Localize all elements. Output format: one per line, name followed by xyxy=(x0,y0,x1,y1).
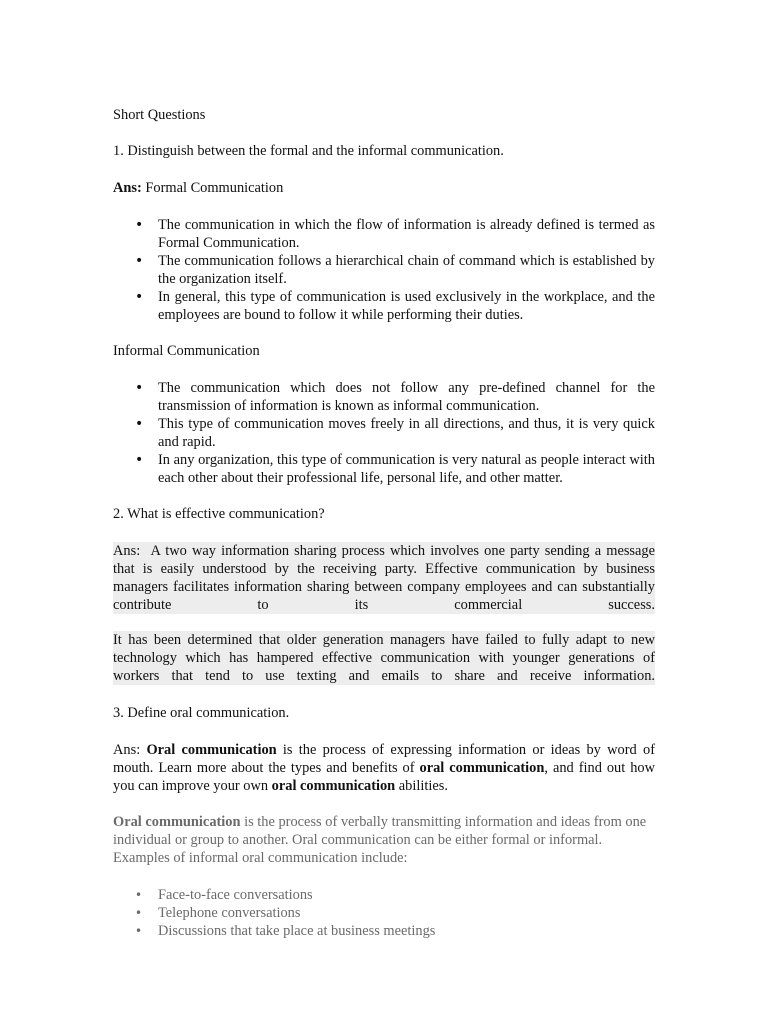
answer-1-intro xyxy=(113,179,655,197)
formal-heading: Formal Communication xyxy=(145,180,284,196)
list-item: • The communication in which the flow of information is already defined is termed as Formal Communication. xyxy=(158,216,655,252)
answer-3-text: is the process of expressing information or ideas by word of mouth. Learn more about the types and benefits of xyxy=(113,742,655,776)
answer-label: Ans: xyxy=(113,543,141,559)
informal-points-list xyxy=(113,379,655,487)
list-item: • In any organization, this type of communication is very natural as people interact with each other about their professional life, personal life, and other matter. xyxy=(158,451,655,487)
list-item: • The communication which does not follow any pre-defined channel for the transmission of information is known as informal communication. xyxy=(158,379,655,415)
bold-term: oral communication xyxy=(419,760,545,776)
page-title: Short Questions xyxy=(113,107,206,123)
question-2: 2. What is effective communication? xyxy=(113,506,325,522)
formal-points-list xyxy=(113,216,655,324)
bold-term: Oral communication xyxy=(146,742,277,758)
answer-3-text: , and find out how you can improve your own xyxy=(113,760,656,794)
answer-3-text: abilities. xyxy=(395,778,448,794)
list-item: • Telephone conversations xyxy=(158,904,655,922)
list-item: • The communication follows a hierarchical chain of command which is established by the organization itself. xyxy=(158,252,655,288)
answer-2-para-2 xyxy=(113,631,655,685)
document-body xyxy=(113,106,655,958)
list-item: • This type of communication moves freely in all directions, and thus, it is very quick and rapid. xyxy=(158,415,655,451)
answer-2-para-1 xyxy=(113,542,655,614)
oral-examples-list xyxy=(113,886,655,940)
answer-3-para-2 xyxy=(113,813,655,867)
answer-2-text-1: A two way information sharing process which involves one party sending a message that is easily understood by the receiving party. Effective communication by business managers facilitates information sharing between company employees and can substantially contribute to its commercial success. xyxy=(113,543,655,613)
bold-term: Oral communication xyxy=(113,814,241,830)
answer-label: Ans: xyxy=(113,742,141,758)
question-1: 1. Distinguish between the formal and the informal communication. xyxy=(113,143,504,159)
list-item: • Discussions that take place at business meetings xyxy=(158,922,655,940)
informal-heading: Informal Communication xyxy=(113,343,260,359)
list-item: • Face-to-face conversations xyxy=(158,886,655,904)
answer-3-para-1 xyxy=(113,741,655,795)
list-item: • In general, this type of communication is used exclusively in the workplace, and the employees are bound to follow it while performing their duties. xyxy=(158,288,655,324)
bold-term: oral communication xyxy=(271,778,396,794)
answer-3-text: is the process of verbally transmitting information and ideas from one individual or group to another. Oral communication can be either formal or informal. Examples of informal oral communication include: xyxy=(113,814,647,866)
answer-label: Ans: xyxy=(113,180,142,196)
answer-2-text-2: It has been determined that older generation managers have failed to fully adapt to new technology which has hampered effective communication with younger generations of workers that tend to use texting and emails to share and receive information. xyxy=(113,632,655,684)
question-3: 3. Define oral communication. xyxy=(113,705,290,721)
